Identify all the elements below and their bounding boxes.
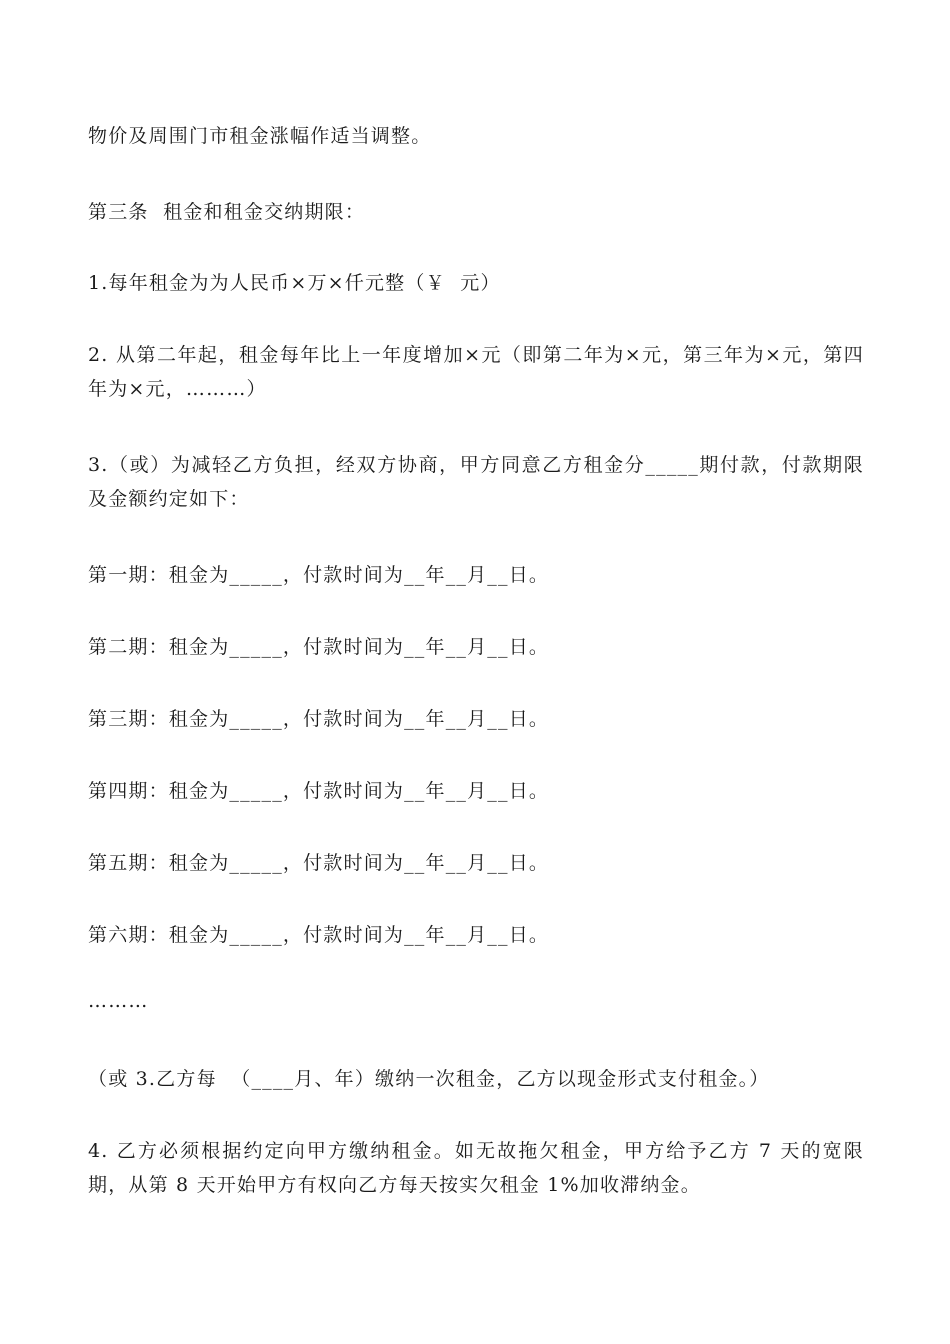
ellipsis-continuation: ……… xyxy=(88,990,149,1012)
article-three-heading: 第三条 租金和租金交纳期限： xyxy=(88,201,366,223)
installment-period-2: 第二期：租金为_____，付款时间为__年__月__日。 xyxy=(88,636,550,658)
clause-late-payment: 4. 乙方必须根据约定向甲方缴纳租金。如无故拖欠租金，甲方给予乙方 7 天的宽限期，从第 8 天开始甲方有权向乙方每天按实欠租金 1%加收滞纳金。 xyxy=(88,1140,864,1196)
installment-period-1: 第一期：租金为_____，付款时间为__年__月__日。 xyxy=(88,564,550,586)
installment-period-5: 第五期：租金为_____，付款时间为__年__月__日。 xyxy=(88,852,550,874)
paragraph-price-adjustment: 物价及周围门市租金涨幅作适当调整。 xyxy=(88,125,432,147)
installment-period-6: 第六期：租金为_____，付款时间为__年__月__日。 xyxy=(88,924,550,946)
clause-annual-rent: 1.每年租金为为人民币×万×仟元整（￥ 元） xyxy=(88,272,501,294)
clause-rent-increase: 2. 从第二年起，租金每年比上一年度增加×元（即第二年为×元，第三年为×元，第四年为×元，………） xyxy=(88,344,864,400)
clause-installment-payment: 3.（或）为减轻乙方负担，经双方协商，甲方同意乙方租金分_____期付款，付款期限及金额约定如下： xyxy=(88,454,864,510)
clause-alternative-payment: （或 3.乙方每 （____月、年）缴纳一次租金，乙方以现金形式支付租金。） xyxy=(88,1068,770,1090)
installment-period-4: 第四期：租金为_____，付款时间为__年__月__日。 xyxy=(88,780,550,802)
installment-period-3: 第三期：租金为_____，付款时间为__年__月__日。 xyxy=(88,708,550,730)
